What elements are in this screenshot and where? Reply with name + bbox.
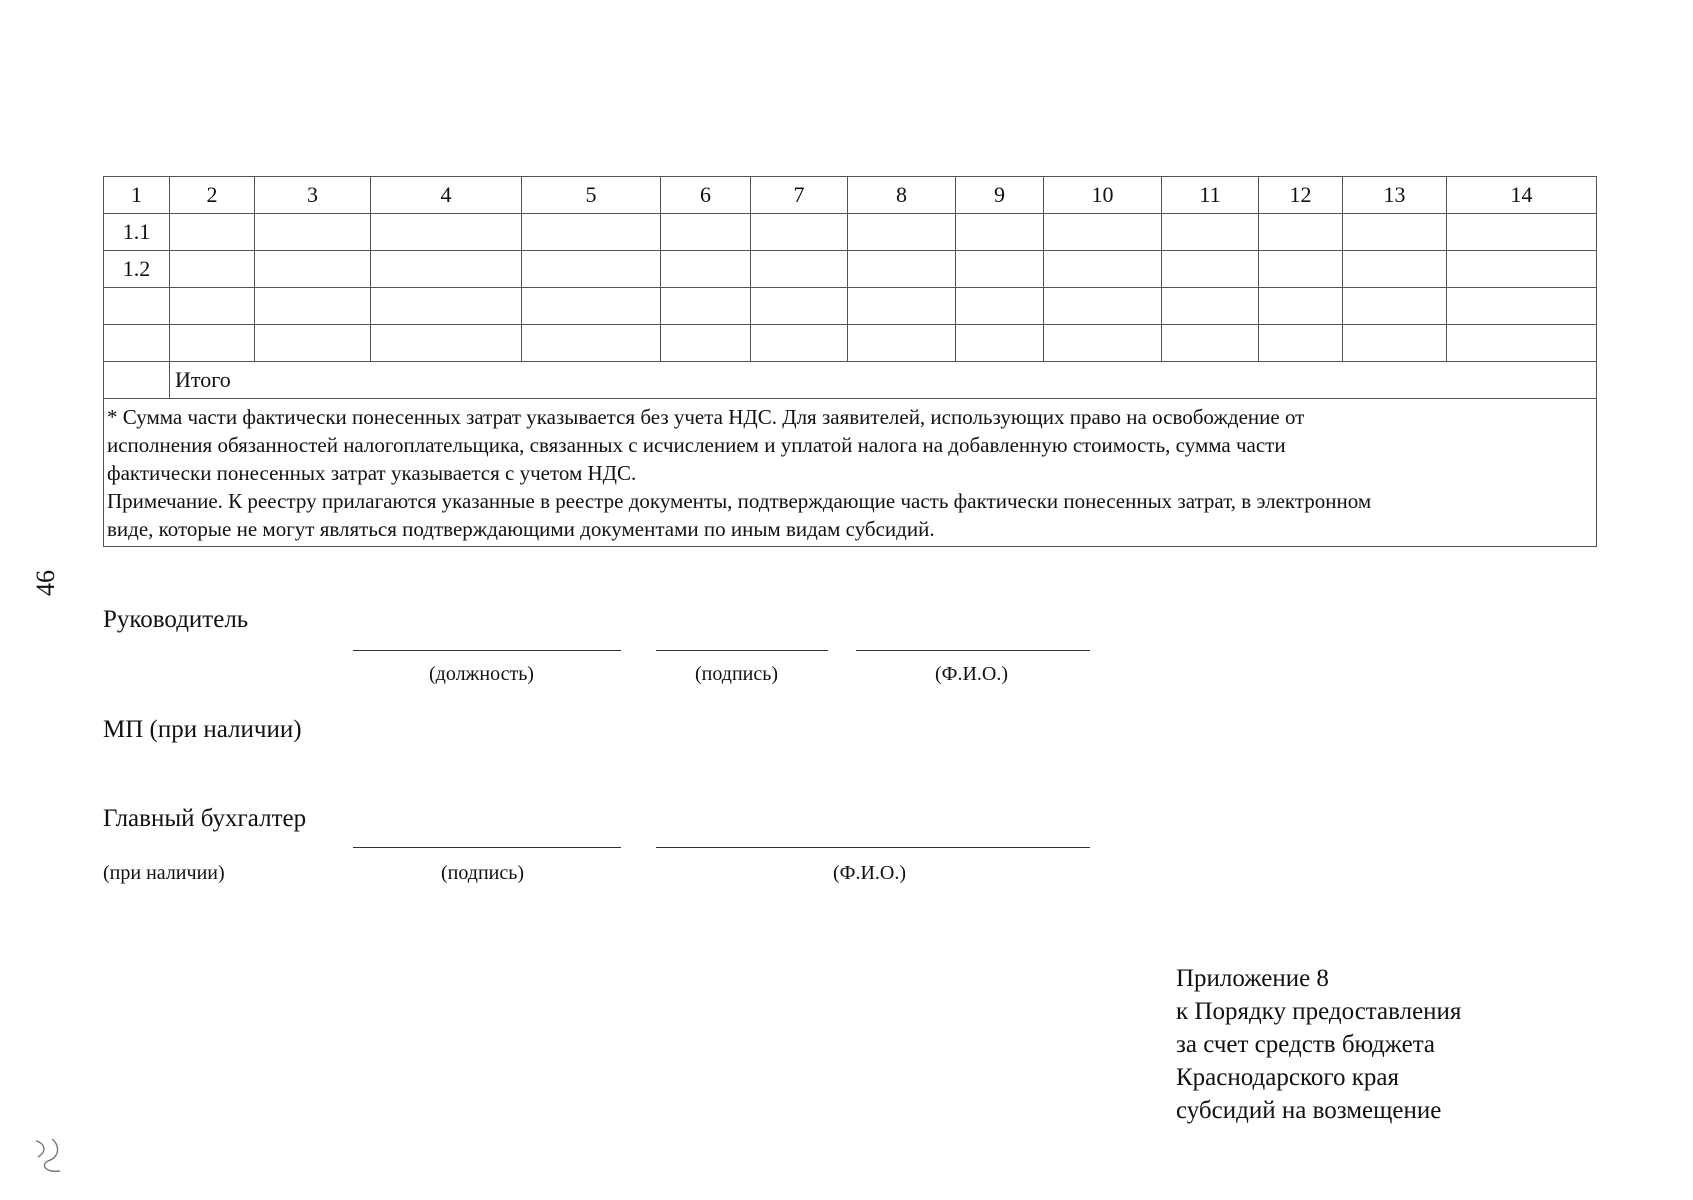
name-caption: (Ф.И.О.) [833,862,907,884]
table-cell [255,325,371,362]
table-cell [371,214,522,251]
row-number: 1.1 [104,214,170,251]
table-cell [104,362,170,399]
stamp-label: МП (при наличии) [103,716,302,743]
signature-caption: (подпись) [695,663,779,685]
table-cell [170,214,255,251]
table-cell [1044,288,1162,325]
table-notes [104,399,1597,547]
accountant-name-line [656,847,1090,848]
table-row [104,251,1597,288]
name-signature-line [856,650,1090,651]
table-cell [751,325,848,362]
table-cell [1343,325,1447,362]
page-number: 46 [31,570,60,596]
column-header: 10 [1044,177,1162,214]
table-cell [170,325,255,362]
table-cell [661,325,751,362]
table-cell [371,251,522,288]
expenses-registry-table [103,176,1597,547]
table-cell [371,325,522,362]
table-cell [1259,214,1343,251]
note-line: исполнения обязанностей налогоплательщика, связанных с исчислением и уплатой налога на добавленную стоимость, сумма части [107,433,1286,457]
table-cell [522,251,661,288]
accountant-signature-line [353,847,621,848]
table-cell [1162,214,1259,251]
table-cell [1259,288,1343,325]
table-cell [848,325,956,362]
head-label: Руководитель [103,606,249,633]
table-cell [1447,214,1597,251]
column-header: 7 [751,177,848,214]
appendix-line: к Порядку предоставления [1176,998,1462,1025]
table-cell [751,214,848,251]
column-header: 12 [1259,177,1343,214]
table-row [104,214,1597,251]
table-cell [956,251,1044,288]
table-cell [1447,325,1597,362]
table-cell [848,251,956,288]
appendix-line: Краснодарского края [1176,1064,1399,1091]
column-header: 13 [1343,177,1447,214]
column-header: 4 [371,177,522,214]
column-header: 2 [170,177,255,214]
table-row [104,288,1597,325]
row-number [104,325,170,362]
note-line: * Сумма части фактически понесенных затрат указывается без учета НДС. Для заявителей, использующих право на освобождение от [107,405,1305,429]
table-cell [661,251,751,288]
table-cell [255,214,371,251]
signature-caption: (подпись) [441,862,525,884]
table-cell [1162,325,1259,362]
table-cell [1343,214,1447,251]
note-line: Примечание. К реестру прилагаются указанные в реестре документы, подтверждающие часть фактически понесенных затрат, в электронном [107,489,1372,513]
table-cell [751,251,848,288]
column-header: 14 [1447,177,1597,214]
table-cell [848,214,956,251]
table-cell [1343,288,1447,325]
table-cell [170,288,255,325]
table-cell [1044,251,1162,288]
table-cell [255,251,371,288]
table-cell [956,214,1044,251]
table-cell [661,288,751,325]
table-cell [1447,288,1597,325]
note-line: виде, которые не могут являться подтверждающими документами по иным видам субсидий. [107,517,935,541]
table-cell [1162,288,1259,325]
column-header: 3 [255,177,371,214]
column-header: 9 [956,177,1044,214]
name-caption: (Ф.И.О.) [935,663,1009,685]
signature-line [656,650,828,651]
table-row [104,325,1597,362]
accountant-label: Главный бухгалтер [103,805,307,832]
table-cell [1343,251,1447,288]
column-header: 11 [1162,177,1259,214]
table-cell [956,325,1044,362]
row-number: 1.2 [104,251,170,288]
table-cell [371,288,522,325]
appendix-line: субсидий на возмещение [1176,1097,1442,1124]
table-cell [956,288,1044,325]
table-cell [522,325,661,362]
position-caption: (должность) [429,663,534,685]
table-header-row [104,177,1597,214]
position-signature-line [353,650,621,651]
table-cell [1259,325,1343,362]
table-cell [255,288,371,325]
total-label: Итого [170,362,1597,399]
accountant-sub-caption: (при наличии) [103,862,225,884]
table-cell [1044,214,1162,251]
handwritten-mark-icon [30,1135,70,1177]
table-cell [1162,251,1259,288]
note-line: фактически понесенных затрат указывается с учетом НДС. [107,461,637,485]
appendix-header [1176,962,1461,1127]
table-cell [170,251,255,288]
table-cell [848,288,956,325]
table-cell [1044,325,1162,362]
appendix-line: за счет средств бюджета [1176,1031,1436,1058]
column-header: 6 [661,177,751,214]
appendix-line: Приложение 8 [1176,965,1329,992]
column-header: 8 [848,177,956,214]
column-header: 5 [522,177,661,214]
table-cell [522,288,661,325]
notes-row [104,399,1597,547]
table-cell [522,214,661,251]
table-cell [661,214,751,251]
table-cell [751,288,848,325]
column-header: 1 [104,177,170,214]
total-row [104,362,1597,399]
table-cell [1259,251,1343,288]
table-cell [1447,251,1597,288]
row-number [104,288,170,325]
